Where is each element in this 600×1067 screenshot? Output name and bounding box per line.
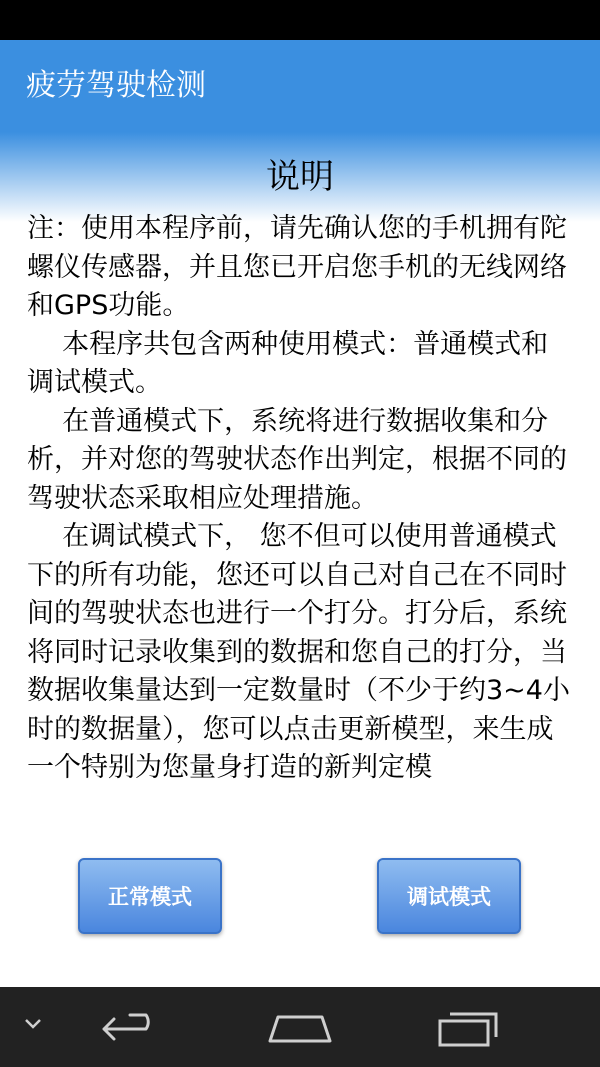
section-title: 说明	[266, 157, 334, 197]
app-title: 疲劳驾驶检测	[26, 68, 206, 103]
navigation-bar	[0, 987, 600, 1067]
status-bar	[0, 0, 600, 40]
normal-mode-button[interactable]: 正常模式	[78, 858, 222, 934]
home-icon[interactable]	[266, 1011, 334, 1045]
debug-mode-button[interactable]: 调试模式	[377, 858, 521, 934]
back-icon[interactable]	[100, 1009, 164, 1049]
instruction-paragraph: 本程序共包含两种使用模式：普通模式和调试模式。	[27, 328, 549, 398]
instruction-paragraph: 注：使用本程序前，请先确认您的手机拥有陀螺仪传感器，并且您已开启您手机的无线网络和GPS功能。	[27, 213, 567, 321]
instruction-paragraph: 在调试模式下， 您不但可以使用普通模式下的所有功能，您还可以自己对自己在不同时间的驾驶状态也进行一个打分。打分后，系统将同时记录收集到的数据和您自己的打分，当数据收集量达到一定数量时（不少于约3~4小时的数据量），您可以点击更新模型，来生成一个特别为您量身打造的新判定模	[27, 521, 570, 783]
action-bar	[0, 40, 600, 132]
instruction-paragraph: 在普通模式下，系统将进行数据收集和分析，并对您的驾驶状态作出判定，根据不同的驾驶状态采取相应处理措施。	[27, 405, 567, 514]
chevron-down-icon[interactable]	[22, 1017, 44, 1031]
recent-apps-icon[interactable]	[436, 1009, 502, 1049]
instructions-text-area[interactable]	[27, 210, 575, 822]
